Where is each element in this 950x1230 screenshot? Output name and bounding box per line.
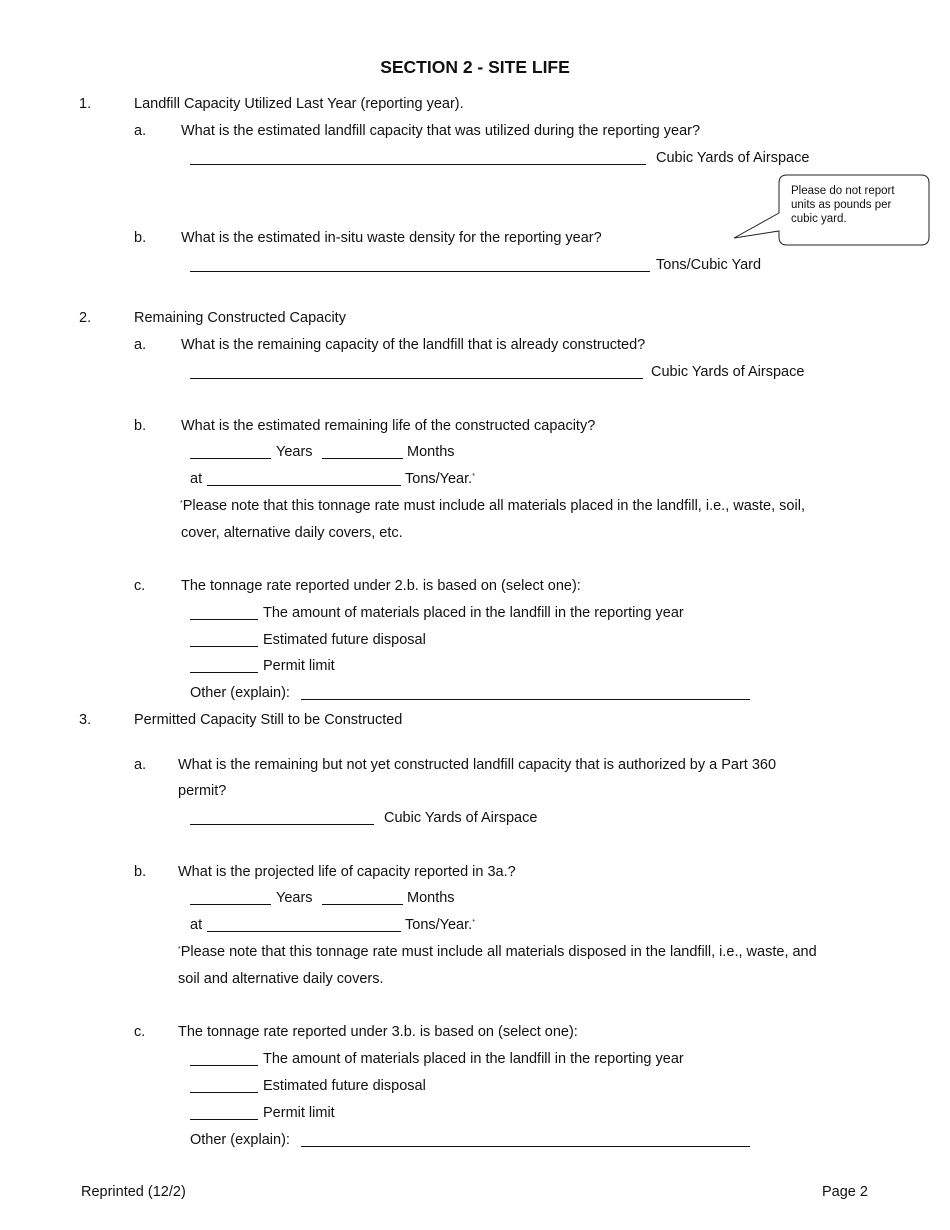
q2c-option2-label: Estimated future disposal [263,632,426,648]
q3c-letter: c. [134,1024,146,1040]
q1a-letter: a. [134,123,147,139]
q2-label: Remaining Constructed Capacity [134,310,346,326]
q2c-letter: c. [134,578,146,594]
q1a-unit: Cubic Yards of Airspace [656,150,810,166]
q3b-tons-input[interactable] [207,931,401,932]
q3c-option3-label: Permit limit [263,1105,335,1121]
q3b-years-input[interactable] [190,904,271,905]
q2a-unit: Cubic Yards of Airspace [651,364,805,380]
q3-number: 3. [79,712,92,728]
q3c-other-input[interactable] [301,1146,750,1147]
q2c-option2-input[interactable] [190,646,258,647]
q3a-text-line2: permit? [178,783,227,799]
callout-text: Please do not report units as pounds per cubic yard. [791,185,895,225]
q1a-input-line[interactable] [190,164,646,165]
q1a-text: What is the estimated landfill capacity that was utilized during the reporting year? [181,123,701,139]
q2b-tons-input[interactable] [207,485,401,486]
q2b-letter: b. [134,418,147,434]
q3b-months-label: Months [407,890,455,906]
q1b-input-line[interactable] [190,271,650,272]
q2b-months-label: Months [407,444,455,460]
q3c-option3-input[interactable] [190,1119,258,1120]
q3b-text: What is the projected life of capacity reported in 3a.? [178,864,516,880]
q2a-letter: a. [134,337,147,353]
q3a-unit: Cubic Yards of Airspace [384,810,538,826]
q3c-option1-label: The amount of materials placed in the landfill in the reporting year [263,1051,684,1067]
q2c-option1-label: The amount of materials placed in the landfill in the reporting year [263,605,684,621]
q3b-years-label: Years [276,890,313,906]
q2b-months-input[interactable] [322,458,403,459]
q1b-text: What is the estimated in-situ waste density for the reporting year? [181,230,602,246]
q3b-note-line1: *Please note that this tonnage rate must include all materials disposed in the landfill, i.e., waste, and [178,944,817,960]
q2c-option3-label: Permit limit [263,658,335,674]
q3b-months-input[interactable] [322,904,403,905]
q2b-text: What is the estimated remaining life of the constructed capacity? [181,418,596,434]
q2-number: 2. [79,310,92,326]
q3b-note-line2: soil and alternative daily covers. [178,971,384,987]
q3a-input-line[interactable] [190,824,374,825]
q3a-letter: a. [134,757,147,773]
q1-number: 1. [79,96,92,112]
q2b-years-input[interactable] [190,458,271,459]
q2a-text: What is the remaining capacity of the landfill that is already constructed? [181,337,646,353]
q1b-unit: Tons/Cubic Yard [656,257,762,273]
footer-reprinted: Reprinted (12/2) [81,1184,186,1200]
page-title: SECTION 2 - SITE LIFE [380,57,570,77]
q2b-note-line1: *Please note that this tonnage rate must include all materials placed in the landfill, i.e., waste, soil, [180,498,805,514]
q2c-text: The tonnage rate reported under 2.b. is based on (select one): [181,578,581,594]
q3-label: Permitted Capacity Still to be Constructed [134,712,403,728]
q2c-other-input[interactable] [301,699,750,700]
q2c-option1-input[interactable] [190,619,258,620]
q2c-other-label: Other (explain): [190,685,290,701]
q2b-years-label: Years [276,444,313,460]
q3c-other-label: Other (explain): [190,1132,290,1148]
q1-label: Landfill Capacity Utilized Last Year (reporting year). [134,96,464,112]
q3c-option2-input[interactable] [190,1092,258,1093]
q3c-option1-input[interactable] [190,1065,258,1066]
footer-page-number: Page 2 [822,1184,868,1200]
q2b-note-line2: cover, alternative daily covers, etc. [181,525,403,541]
q3b-letter: b. [134,864,147,880]
q3b-at-label: at [190,917,203,933]
q3a-text-line1: What is the remaining but not yet constructed landfill capacity that is authorized by a Part 360 [178,757,777,773]
q2b-tons-label: Tons/Year.* [405,471,475,487]
q3c-text: The tonnage rate reported under 3.b. is based on (select one): [178,1024,578,1040]
q2c-option3-input[interactable] [190,672,258,673]
q3c-option2-label: Estimated future disposal [263,1078,426,1094]
q3b-tons-label: Tons/Year.* [405,917,475,933]
q1b-letter: b. [134,230,147,246]
q2a-input-line[interactable] [190,378,643,379]
q2b-at-label: at [190,471,203,487]
